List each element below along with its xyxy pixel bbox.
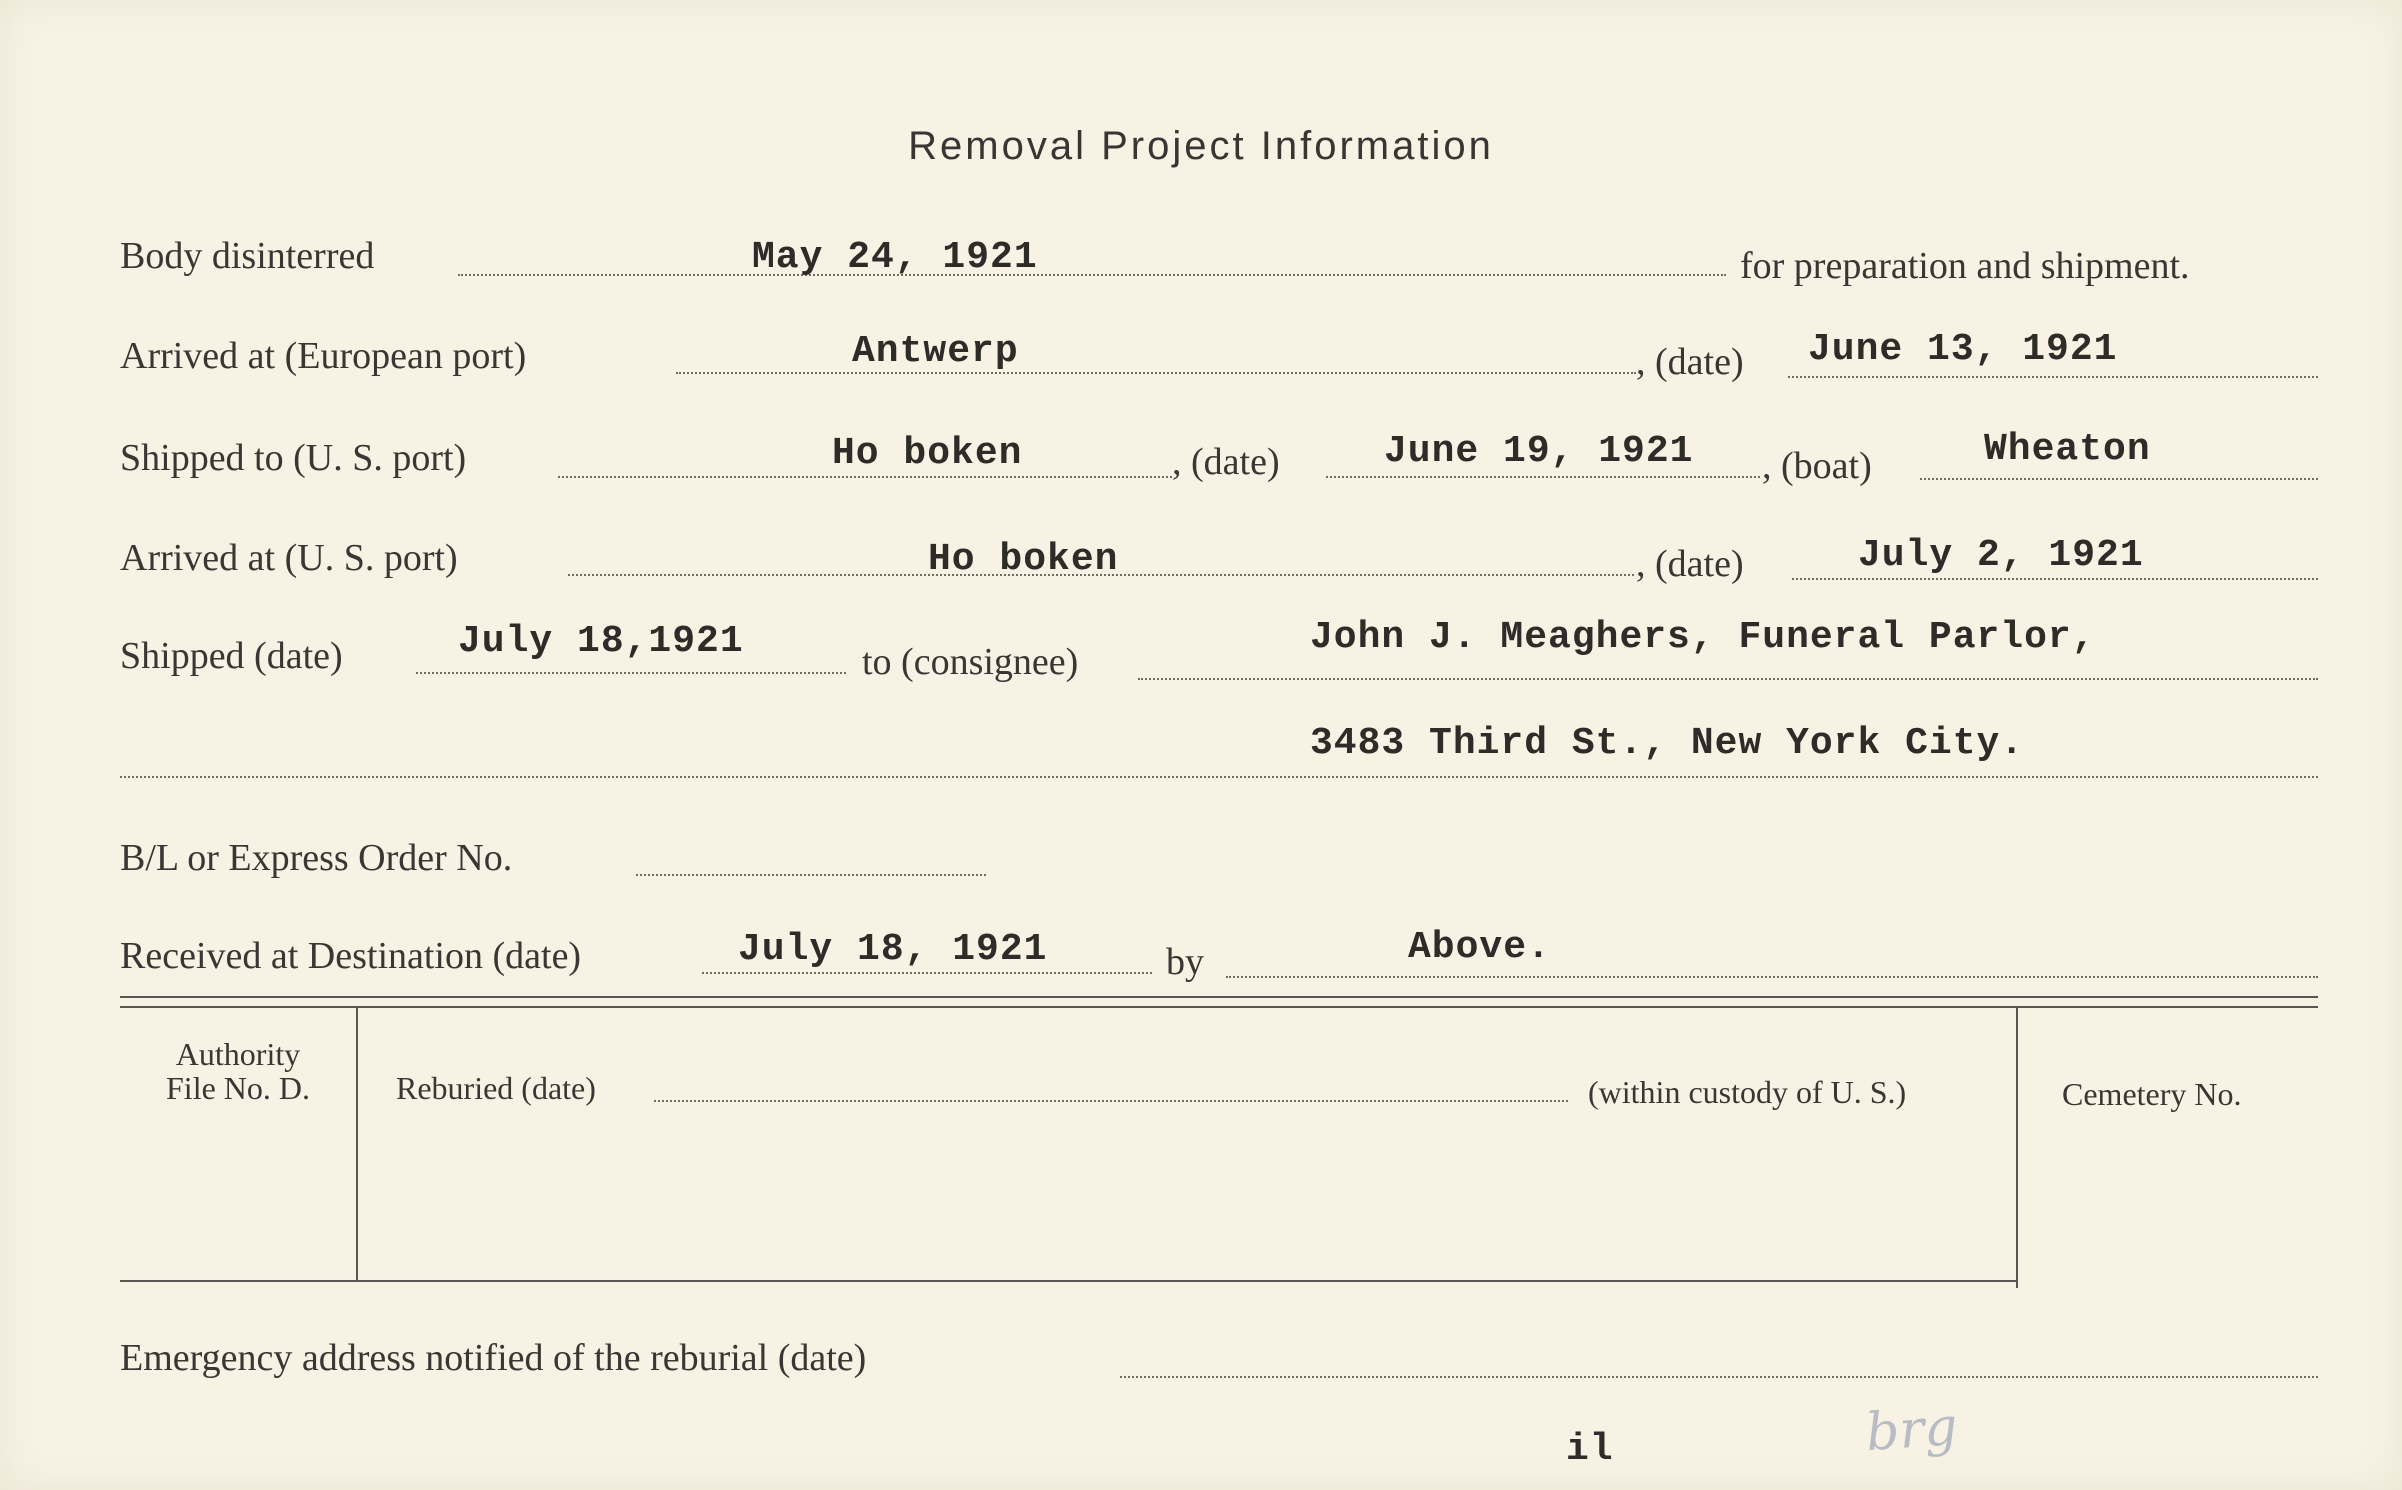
european-port-value: Antwerp xyxy=(852,330,1019,373)
shipped-date-value: July 18,1921 xyxy=(458,620,744,663)
consignee-address: 3483 Third St., New York City. xyxy=(1310,722,2025,765)
bl-order-line xyxy=(636,874,986,876)
table-top-rule-1 xyxy=(120,996,2318,998)
disinterred-suffix: for preparation and shipment. xyxy=(1740,245,2190,287)
arrived-us-label: Arrived at (U. S. port) xyxy=(120,537,458,579)
consignee-line-2 xyxy=(120,776,2318,778)
reburied-line xyxy=(654,1100,1568,1102)
shipped-to-value: Ho boken xyxy=(832,432,1023,475)
boat-label: , (boat) xyxy=(1762,445,1872,487)
received-value: July 18, 1921 xyxy=(738,928,1048,971)
cemetery-label: Cemetery No. xyxy=(2062,1076,2242,1112)
custody-label: (within custody of U. S.) xyxy=(1588,1074,1907,1110)
emergency-label: Emergency address notified of the reburial (date) xyxy=(120,1337,867,1379)
arrived-us-date-line xyxy=(1792,578,2318,580)
european-port-date-value: June 13, 1921 xyxy=(1808,328,2118,371)
page-mark: il xyxy=(1566,1428,1614,1471)
received-by-value: Above. xyxy=(1408,926,1551,969)
european-port-date-label: , (date) xyxy=(1636,341,1744,383)
table-divider-right xyxy=(2016,1008,2018,1288)
consignee-label: to (consignee) xyxy=(862,641,1079,683)
authority-label-2: File No. D. xyxy=(166,1070,310,1106)
shipped-to-date-line xyxy=(1326,476,1760,478)
shipped-to-date-label: , (date) xyxy=(1172,441,1280,483)
table-divider-left xyxy=(356,1008,358,1280)
disinterred-label: Body disinterred xyxy=(120,235,375,277)
european-port-line xyxy=(676,372,1636,374)
authority-label-1: Authority xyxy=(175,1036,301,1072)
european-port-date-line xyxy=(1788,376,2318,378)
disinterred-line xyxy=(458,274,1726,276)
arrived-us-date-label: , (date) xyxy=(1636,543,1744,585)
table-bottom-rule xyxy=(120,1280,2018,1282)
disinterred-value: May 24, 1921 xyxy=(752,236,1038,279)
bl-order-label: B/L or Express Order No. xyxy=(120,837,513,879)
shipped-to-label: Shipped to (U. S. port) xyxy=(120,437,467,479)
boat-line xyxy=(1920,478,2318,480)
received-by-line xyxy=(1226,976,2318,978)
shipped-to-date-value: June 19, 1921 xyxy=(1384,430,1694,473)
arrived-us-date-value: July 2, 1921 xyxy=(1858,534,2144,577)
european-port-label: Arrived at (European port) xyxy=(120,335,527,377)
pencil-note: brg xyxy=(1864,1396,1960,1464)
received-line xyxy=(702,972,1152,974)
table-top-rule-2 xyxy=(120,1006,2318,1008)
shipped-date-label: Shipped (date) xyxy=(120,635,343,677)
consignee-line-1 xyxy=(1138,678,2318,680)
shipped-date-line xyxy=(416,672,846,674)
card-title: Removal Project Information xyxy=(908,124,1494,168)
shipped-to-line xyxy=(558,476,1172,478)
received-label: Received at Destination (date) xyxy=(120,935,582,977)
emergency-line xyxy=(1120,1376,2318,1378)
consignee-name: John J. Meaghers, Funeral Parlor, xyxy=(1310,616,2096,659)
reburied-label: Reburied (date) xyxy=(396,1070,596,1106)
boat-value: Wheaton xyxy=(1984,428,2151,471)
arrived-us-value: Ho boken xyxy=(928,538,1119,581)
received-by-label: by xyxy=(1166,941,1204,983)
